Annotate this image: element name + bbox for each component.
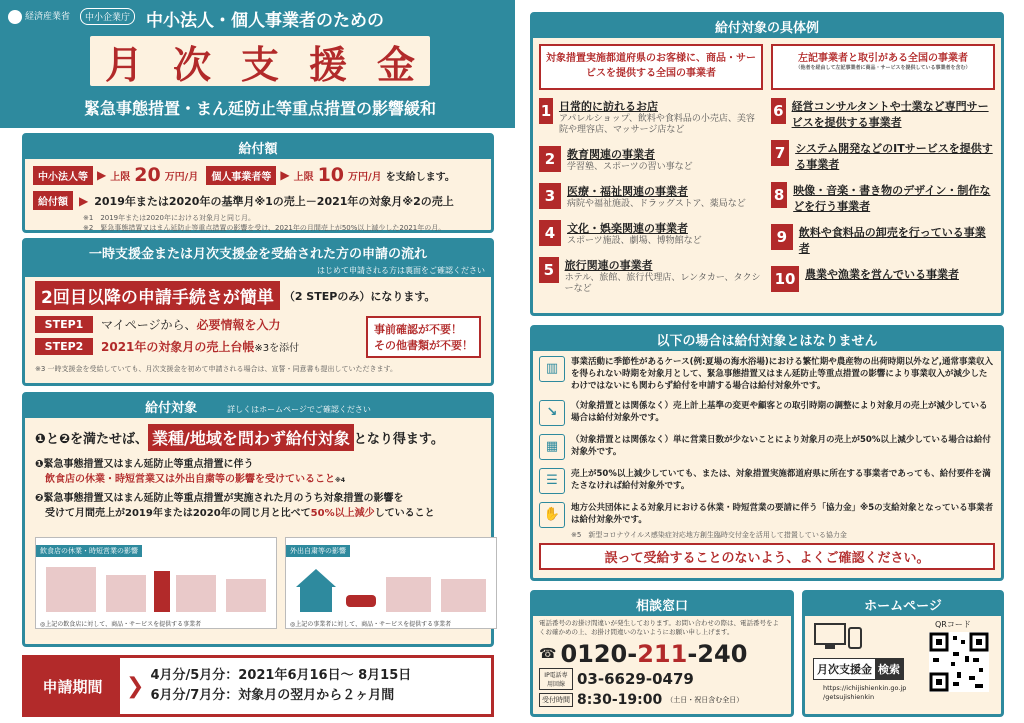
example-title: 文化・娯楽関連の事業者 xyxy=(567,222,688,235)
flow-banner-sub: （2 STEPのみ）になります。 xyxy=(283,289,436,303)
step1-text: マイページから、 xyxy=(101,318,197,332)
exclusion-item xyxy=(539,468,995,494)
example-item xyxy=(771,224,995,256)
freedial-icon: ☎ xyxy=(539,646,557,662)
example-number: 2 xyxy=(539,146,561,172)
flow-note: はじめて申請される方は裏面をご確認ください xyxy=(25,264,491,277)
condition1-b: 飲食店の休業・時短営業又は外出自粛等の影響を受けていること xyxy=(45,474,335,485)
examples-right-title: 左記事業者と取引がある全国の事業者 xyxy=(798,53,968,64)
example-number: 10 xyxy=(771,266,799,292)
freedial-prefix: 0120- xyxy=(560,640,638,668)
contact-note: 電話番号のお掛け間違いが発生しております。お問い合わせの際は、電話番号をよくお確かめの上、お掛け間違いのないようにお願い申し上げます。 xyxy=(539,619,779,636)
example-item xyxy=(771,182,995,214)
contact-panel xyxy=(530,590,794,717)
example-item xyxy=(771,98,995,130)
exclusion-text: 事業活動に季節性があるケース(例:夏場の海水浴場)における繁忙期や農産物の出荷時期以外など,通常事業収入を得られない時期を対象月として、緊急事態措置又はまん延防止等重点措置の影響により事業収入が減少したわけではないにも関わらず給付を申請する場合は給付対象外です。 xyxy=(571,357,993,391)
example-number: 7 xyxy=(771,140,789,166)
examples-right-note: （他者を経由して左記事業者に商品・サービスを提供している事業者を含む） xyxy=(795,65,971,71)
application-period xyxy=(22,655,494,717)
office-building xyxy=(154,571,170,612)
exclusions-heading: 以下の場合は給付対象とはなりません xyxy=(533,328,1001,351)
restaurant-building xyxy=(46,567,96,612)
examples-heading: 給付対象の具体例 xyxy=(533,15,1001,38)
corp-unit: 万円/月 xyxy=(164,171,199,183)
calendar-icon: ▦ xyxy=(539,434,565,460)
example-title: 農業や漁業を営んでいる事業者 xyxy=(805,268,959,281)
hours-label: 受付時間 xyxy=(539,693,573,707)
service-building xyxy=(441,579,486,612)
condition2-a: ❷緊急事態措置又はまん延防止等重点措置が実施された月のうち対象措置の影響を xyxy=(35,493,404,504)
exclusion-text: 売上が50%以上減少していても、または、対象措置実施都道府県に所在する事業者であっても、給付要件を満たさなければ給付対象外です。 xyxy=(571,469,991,491)
exclusion-note5: ※5 新型コロナウイルス感染症対応地方創生臨時交付金を活用して措置している協力金 xyxy=(571,531,847,539)
header-subtitle: 中小法人・個人事業者のための xyxy=(146,11,384,31)
contact-heading: 相談窓口 xyxy=(533,593,791,616)
corp-prefix: 上限 xyxy=(110,171,131,183)
shop-building xyxy=(176,575,216,612)
exclusion-text: （対象措置とは関係なく）売上計上基準の変更や顧客との取引時期の調整により対象月の売上が減少している場合は給付対象外です。 xyxy=(571,401,988,423)
example-number: 1 xyxy=(539,98,553,124)
indiv-unit: 万円/月 xyxy=(348,171,382,183)
step1-label: STEP1 xyxy=(35,316,93,333)
figure-restaurant xyxy=(35,537,277,629)
benefit-panel: 給付額 中小法人等 ▶ 上限 20 万円/月 個人事業者等 ▶ 上限 10 万円/月 を支給します。 給付額 ▶ 2019年または2020年の基準月※1の売上－2021年の対象月※2の売上 ※1 2019年または2020年における対象月と同じ月。 ※2 緊急事態措置又はまん延防止等重点措置の影響を受け、2021年の月間売上が50%以上減少した2021年の月。 xyxy=(22,133,494,233)
condition1-a: ❶緊急事態措置又はまん延防止等重点措置に伴う xyxy=(35,459,254,470)
qr-code[interactable] xyxy=(929,632,989,692)
header-tagline: 緊急事態措置・まん延防止等重点措置の影響緩和 xyxy=(83,99,436,118)
eligibility-title: 給付対象 xyxy=(145,401,198,416)
step2-text: 2021年の対象月の売上台帳 xyxy=(101,340,255,354)
exclusion-text: （対象措置とは関係なく）単に営業日数が少ないことにより対象月の売上が50%以上減少している場合は給付対象外です。 xyxy=(571,435,991,457)
example-title: 教育関連の事業者 xyxy=(567,148,655,161)
example-number: 9 xyxy=(771,224,793,250)
exclusion-item xyxy=(539,502,995,528)
figure-restaurant-title: 飲食店の休業・時短営業の影響 xyxy=(36,545,142,557)
car-icon xyxy=(346,595,376,607)
flow-panel xyxy=(22,238,494,386)
warning-banner: 誤って受給することのないよう、よくご確認ください。 xyxy=(539,543,995,570)
example-title: 飲料や食料品の卸売を行っている事業者 xyxy=(798,226,986,255)
figure-outing-title: 外出自粛等の影響 xyxy=(286,545,350,557)
example-number: 3 xyxy=(539,183,561,209)
no-docs-line1: 事前確認が不要！ xyxy=(374,323,462,336)
no-docs-line2: その他書類が不要！ xyxy=(374,339,473,352)
examples-panel xyxy=(530,12,1004,316)
graph-icon: ↘ xyxy=(539,400,565,426)
example-number: 6 xyxy=(771,98,786,124)
condition2-em: 50%以上減少 xyxy=(310,508,375,519)
house-body xyxy=(300,587,332,612)
venue-building xyxy=(386,577,431,612)
supplier-building xyxy=(106,575,146,612)
ip-label: IP電話専用回線 xyxy=(539,668,573,690)
figure-outing xyxy=(285,537,497,629)
step2-label: STEP2 xyxy=(35,338,93,355)
exclusion-item xyxy=(539,434,995,460)
examples-left-list xyxy=(539,98,763,295)
benefit-note-1: ※1 2019年または2020年における対象月と同じ月。 xyxy=(83,214,255,222)
outing-illustration xyxy=(286,557,496,619)
indiv-prefix: 上限 xyxy=(293,171,314,183)
no-docs-box xyxy=(366,316,481,358)
benefit-suffix: を支給します。 xyxy=(385,171,455,183)
condition1-sup: ※4 xyxy=(335,477,346,484)
example-title: 映像・音楽・書き物のデザイン・制作などを行う事業者 xyxy=(793,184,991,213)
eligibility-main-pre: ❶と❷を満たせば、 xyxy=(35,432,149,447)
benefit-note-2: ※2 緊急事態措置又はまん延防止等重点措置の影響を受け、2021年の月間売上が50%以上減少した2021年の月。 xyxy=(83,224,446,232)
homepage-url[interactable] xyxy=(823,684,906,702)
homepage-url-line1[interactable]: https://ichijishienkin.go.jp xyxy=(823,684,907,692)
farm-building xyxy=(226,579,266,612)
eligibility-note: 詳しくはホームページでご確認ください xyxy=(227,405,371,414)
example-desc: 病院や福祉施設、ドラッグストア、薬局など xyxy=(567,199,746,209)
figure-outing-caption: ◎上記の事業者に対して、商品・サービスを提供する事業者 xyxy=(290,621,452,628)
document-icon: ☰ xyxy=(539,468,565,494)
step2-suffix: ※3を添付 xyxy=(254,343,300,354)
example-number: 4 xyxy=(539,220,561,246)
ip-number: 03-6629-0479 xyxy=(577,670,694,688)
house-icon xyxy=(296,569,336,587)
example-desc: アパレルショップ、飲料や食料品の小売店、美容院や理容店、マッサージ店など xyxy=(558,114,755,135)
search-text: 月次支援金 xyxy=(814,659,875,679)
meti-logo-icon xyxy=(8,10,22,24)
examples-left-head: 対象措置実施都道府県のお客様に、商品・サービスを提供する全国の事業者 xyxy=(539,44,763,90)
example-title: 旅行関連の事業者 xyxy=(564,259,653,272)
indiv-label: 個人事業者等 xyxy=(206,166,276,185)
example-item xyxy=(771,140,995,172)
sme-agency-logo: 中小企業庁 xyxy=(80,8,135,25)
example-title: 経営コンサルタントや士業など専門サービスを提供する事業者 xyxy=(791,100,989,129)
indiv-amount: 10 xyxy=(317,164,345,186)
example-desc: ホテル、旅館、旅行代理店、レンタカー、タクシーなど xyxy=(564,273,761,294)
corp-label: 中小法人等 xyxy=(33,166,93,185)
chart-icon: ▥ xyxy=(539,356,565,382)
example-item xyxy=(539,98,763,136)
eligibility-main-em: 業種/地域を問わず給付対象 xyxy=(148,424,354,451)
condition2-c: していること xyxy=(374,508,435,519)
period-line1: 4月分/5月分：2021年6月16日～ 8月15日 xyxy=(150,668,412,683)
homepage-url-line2[interactable]: /getsujishienkin xyxy=(823,693,875,701)
flow-footnote: ※3 一時支援金を受給していても、月次支援金を初めて申請される場合は、宣誓・同意書も提出していただきます。 xyxy=(35,365,397,373)
homepage-heading: ホームページ xyxy=(805,593,1001,616)
flow-banner: 2回目以降の申請手続きが簡単 xyxy=(35,281,280,310)
period-label: 申請期間 xyxy=(25,658,120,714)
example-number: 5 xyxy=(539,257,559,283)
condition2-b: 受けて月間売上が2019年または2020年の同じ月と比べて xyxy=(45,508,311,519)
flow-heading: 一時支援金または月次支援金を受給された方の申請の流れ xyxy=(25,241,491,264)
example-item xyxy=(539,146,763,173)
hours: 8:30-19:00 xyxy=(577,692,663,708)
period-line2: 6月分/7月分：対象月の翌月から２ヶ月間 xyxy=(150,688,395,703)
computer-icon xyxy=(813,622,863,652)
homepage-panel xyxy=(802,590,1004,717)
example-desc: 学習塾、スポーツの習い事など xyxy=(567,162,693,172)
handshake-icon: ✋ xyxy=(539,502,565,528)
freedial-suffix: -240 xyxy=(687,640,748,668)
restaurant-illustration xyxy=(36,557,276,619)
search-box[interactable] xyxy=(813,658,904,680)
exclusion-item xyxy=(539,356,995,392)
exclusion-item xyxy=(539,400,995,426)
page-title: 月 次 支 援 金 xyxy=(90,36,430,86)
meti-logo: 経済産業省 xyxy=(8,9,70,24)
hours-note: （土日・祝日含む全日） xyxy=(666,696,744,704)
example-desc: スポーツ施設、劇場、博物館など xyxy=(567,236,702,246)
examples-right-list xyxy=(771,98,995,292)
corp-amount: 20 xyxy=(134,164,161,186)
exclusions-panel xyxy=(530,325,1004,581)
eligibility-panel xyxy=(22,392,494,647)
step1-em: 必要情報を入力 xyxy=(196,318,281,332)
formula-label: 給付額 xyxy=(33,191,73,210)
example-item xyxy=(539,183,763,210)
example-item xyxy=(539,220,763,247)
example-title: 医療・福祉関連の事業者 xyxy=(567,185,688,198)
examples-right-head xyxy=(771,44,995,90)
example-item xyxy=(539,257,763,295)
period-arrow-icon: ❯ xyxy=(126,673,145,699)
freedial-mid: 211 xyxy=(637,640,688,668)
benefit-heading: 給付額 xyxy=(25,136,491,159)
example-item xyxy=(771,266,995,292)
eligibility-heading xyxy=(25,395,491,418)
search-button[interactable]: 検索 xyxy=(875,659,903,679)
figure-restaurant-caption: ◎上記の飲食店に対して、商品・サービスを提供する事業者 xyxy=(40,621,202,628)
example-number: 8 xyxy=(771,182,787,208)
formula-text: 2019年または2020年の基準月※1の売上－2021年の対象月※2の売上 xyxy=(94,194,454,208)
eligibility-main-post: となり得ます。 xyxy=(353,432,444,447)
qr-label: QRコード xyxy=(935,620,971,629)
exclusion-text: 地方公共団体による対象月における休業・時短営業の要請に伴う「協力金」※5の支給対象となっている事業者は給付対象外です。 xyxy=(571,503,994,525)
example-title: 日常的に訪れるお店 xyxy=(558,100,658,113)
example-title: システム開発などのITサービスを提供する事業者 xyxy=(795,142,993,171)
